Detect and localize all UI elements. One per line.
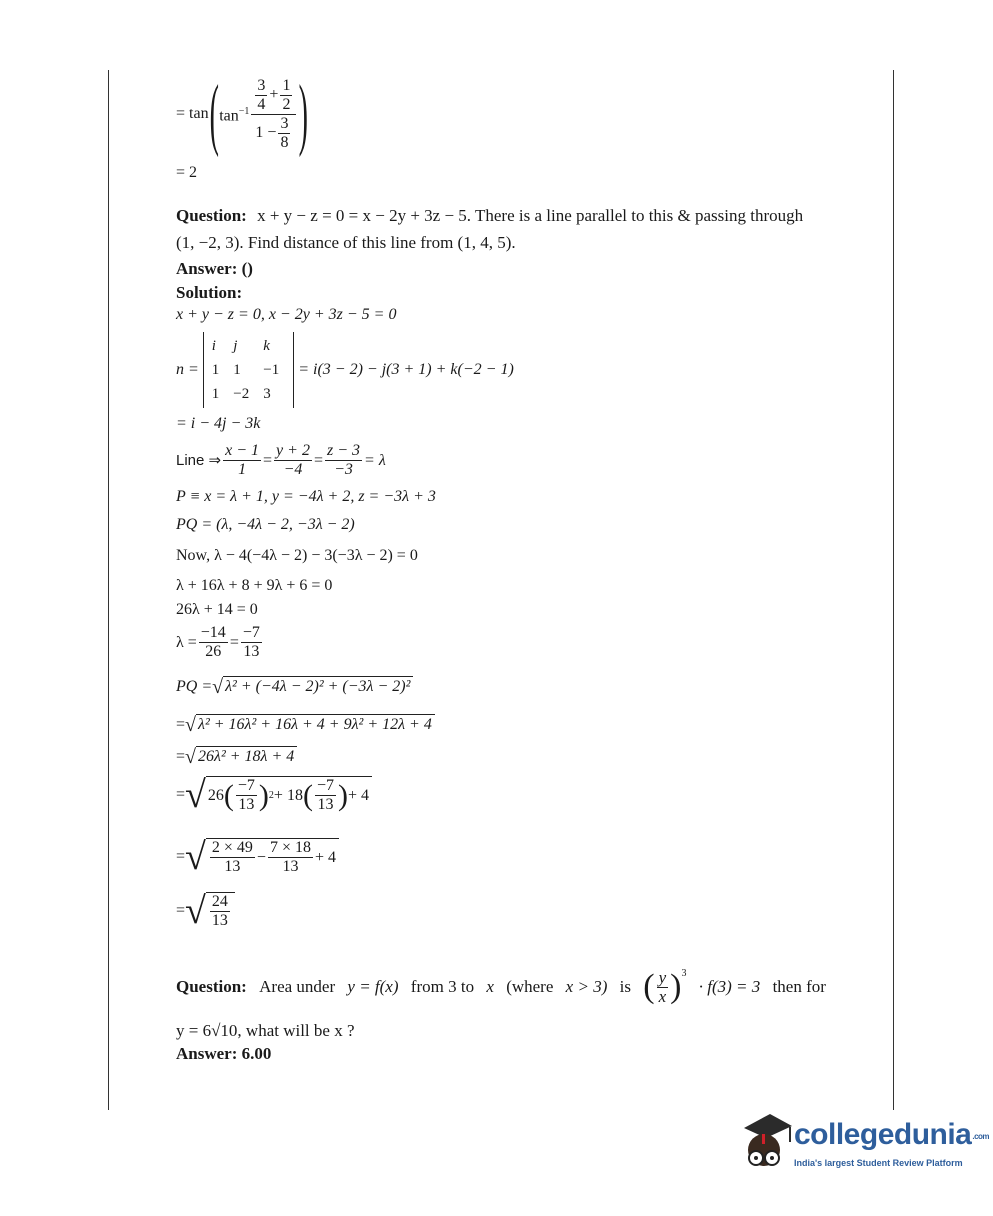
- mascot-icon: [736, 1108, 796, 1180]
- outer-fraction: $\frac{3}{4}$ + $\frac{1}{2}$ 1 − $\frac{3}{8}$: [251, 77, 296, 152]
- q1-answer: Answer: (): [176, 259, 253, 278]
- brand-suffix: .com: [972, 1131, 990, 1141]
- left-margin-line: [108, 70, 109, 1110]
- q1-solution-label: Solution:: [176, 283, 243, 302]
- q2-line2: y = 6√10, what will be x ?: [176, 1021, 355, 1040]
- step-PQ: PQ = (λ, −4λ − 2, −3λ − 2): [176, 516, 355, 533]
- q2-answer: Answer: 6.00: [176, 1044, 272, 1063]
- arctan: $\tan^{-1}$: [219, 105, 250, 125]
- q1-line2: (1, −2, 3). Find distance of this line from (1, 4, 5).: [176, 233, 516, 252]
- step-r6: = √ $\frac{24}{13}$: [176, 892, 235, 930]
- step-r5: = √ $\frac{2 \times 49}{13}$ − $\frac{7 \times 18}{13}$ + 4: [176, 838, 339, 876]
- step-r2: = √ λ² + 16λ² + 16λ + 4 + 9λ² + 12λ + 4: [176, 714, 435, 735]
- step-lambda: λ = $\frac{-14}{26}$ = $\frac{-7}{13}$: [176, 624, 260, 660]
- step-normal-result: = i − 4j − 3k: [176, 415, 261, 432]
- q1-text1: x + y − z = 0 = x − 2y + 3z − 5. There is a line parallel to this & passing through: [257, 206, 804, 225]
- step-r3: = √ 26λ² + 18λ + 4: [176, 746, 297, 767]
- step-now: Now, λ − 4(−4λ − 2) − 3(−3λ − 2) = 0: [176, 547, 418, 564]
- step-distance: PQ = √ λ² + (−4λ − 2)² + (−3λ − 2)²: [176, 676, 413, 697]
- brand-name: collegedunia: [794, 1118, 972, 1151]
- step-normal: n = i j k 1 1 −1 1 −2 3 = i(3 − 2) − j(3 + 1) + k(−2 − 1): [176, 332, 514, 408]
- right-margin-line: [893, 70, 894, 1110]
- q1-line1: [176, 206, 803, 226]
- step-line: Line ⇒ $\frac{x - 1}{1}$ = $\frac{y + 2}{-4}$ = $\frac{z - 3}{-3}$ = λ: [176, 442, 386, 478]
- step-P: P ≡ x = λ + 1, y = −4λ + 2, z = −3λ + 3: [176, 488, 436, 505]
- brand-tagline: India's largest Student Review Platform: [794, 1158, 963, 1168]
- q2-label: Question:: [176, 977, 247, 996]
- step-r4: = √ 26 ( $\frac{-7}{13}$ ) 2 + 18 ( $\frac{-7}{13}$ ) + 4: [176, 776, 372, 814]
- result-2: = 2: [176, 164, 198, 181]
- step-simplify: 26λ + 14 = 0: [176, 601, 258, 618]
- collegedunia-logo[interactable]: [736, 1108, 990, 1188]
- tan-expression: = tan ( $\tan^{-1}$ $\frac{3}{4}$ + $\frac{1}{2}$ 1 − $\frac{3}{8}$ ): [176, 70, 309, 158]
- determinant: i j k 1 1 −1 1 −2 3: [203, 332, 294, 408]
- q1-label: Question:: [176, 206, 247, 225]
- q2-line1: Question: Area under y = f(x) from 3 to x (where x > 3) is ( $\frac{y}{x}$ ) $^3$ · f(3) = 3 then for: [176, 967, 826, 1006]
- step-expand: λ + 16λ + 8 + 9λ + 6 = 0: [176, 577, 333, 594]
- tan-prefix: = tan: [176, 105, 209, 122]
- step-planes: x + y − z = 0, x − 2y + 3z − 5 = 0: [176, 306, 397, 323]
